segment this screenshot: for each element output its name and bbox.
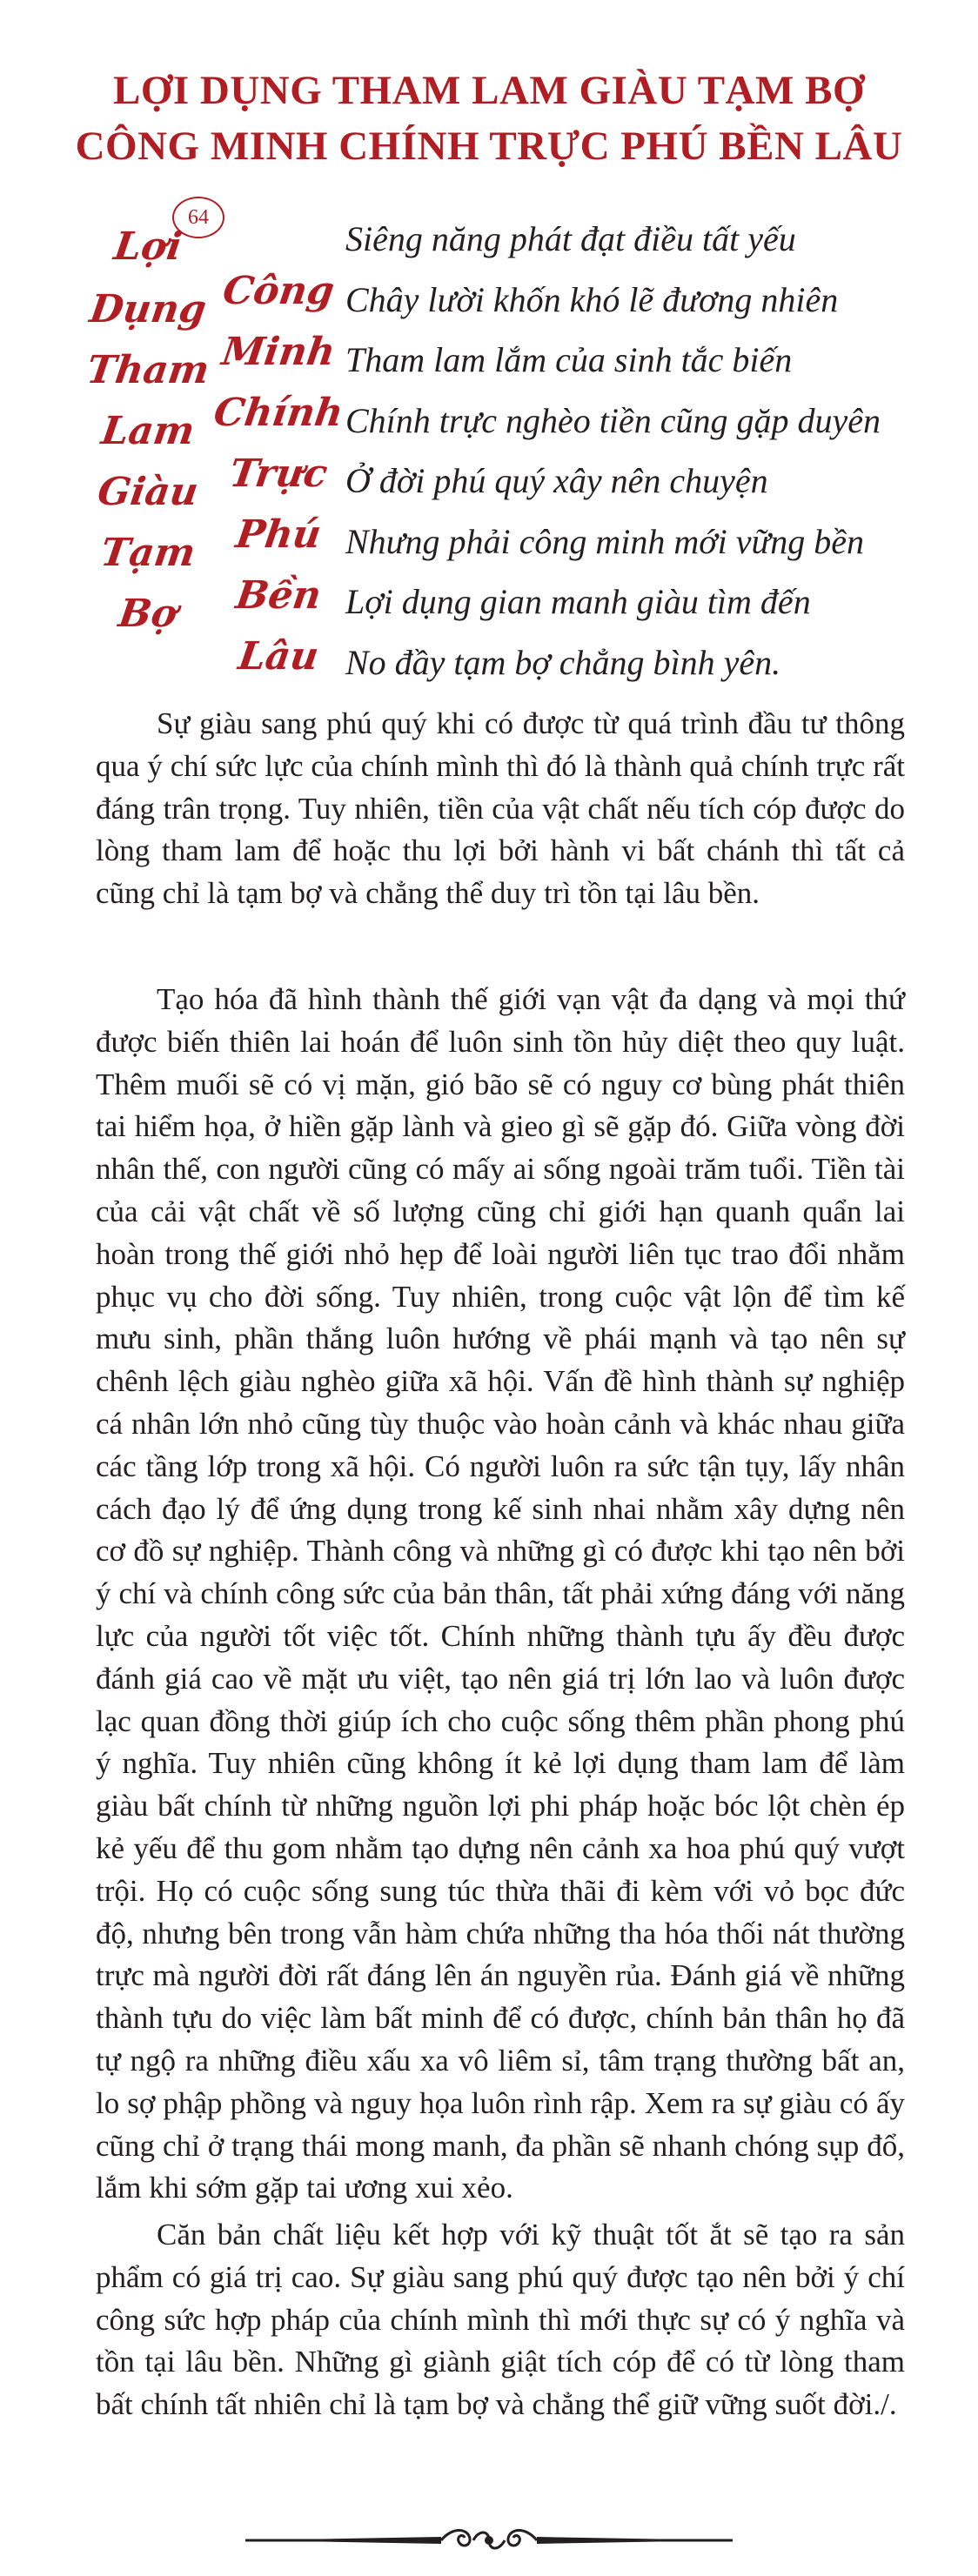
title-line-2: CÔNG MINH CHÍNH TRỰC PHÚ BỀN LÂU xyxy=(75,124,903,169)
poem xyxy=(345,209,881,693)
poem-line: Ở đời phú quý xây nên chuyện xyxy=(345,461,768,500)
poem-line: Chính trực nghèo tiền cũng gặp duyên xyxy=(345,400,881,440)
poem-line: Tham lam lắm của sinh tắc biến xyxy=(345,340,793,379)
calligraphy-col2-word: Phú xyxy=(232,512,325,557)
calligraphy-col2-word: Công xyxy=(219,269,338,313)
page-title xyxy=(0,63,978,174)
poem-line: No đầy tạm bợ chẳng bình yên. xyxy=(345,642,781,682)
calligraphy-col2-word: Chính xyxy=(211,391,346,435)
page-number-badge: 64 xyxy=(172,197,224,238)
paragraph-1: Sự giàu sang phú quý khi có được từ quá trình đầu tư thông qua ý chí sức lực của chính mình thì đó là thành quả chính trực rất đáng trân trọng. Tuy nhiên, tiền của vật chất nếu tích cóp được do lòng tham lam để hoặc thu lợi bởi hành vi bất chánh thì tất cả cũng chỉ là tạm bợ và chẳng thể duy trì tồn tại lâu bền. xyxy=(96,706,905,911)
calligraphy-col1-word: Lợi xyxy=(111,224,185,269)
poem-line: Lợi dụng gian manh giàu tìm đến xyxy=(345,582,811,621)
calligraphy-col2-word: Trực xyxy=(226,452,331,496)
title-line-1: LỢI DỤNG THAM LAM GIÀU TẠM BỢ xyxy=(112,68,866,113)
calligraphy-col2-word: Bền xyxy=(232,573,325,618)
calligraphy-col1-word: Lam xyxy=(98,409,198,453)
poem-line: Siêng năng phát đạt điều tất yếu xyxy=(345,219,796,258)
calligraphy-col1-word: Tạm xyxy=(97,531,198,575)
calligraphy-col2-word: Lâu xyxy=(235,634,322,679)
calligraphy-col1-word: Giàu xyxy=(95,470,202,514)
calligraphy-col1-word: Bợ xyxy=(116,592,180,636)
poem-line: Chây lười khốn khó lẽ đương nhiên xyxy=(345,279,839,319)
calligraphy-col1-word: Dụng xyxy=(87,287,210,331)
paragraph-3: Căn bản chất liệu kết hợp với kỹ thuật tốt ắt sẽ tạo ra sản phẩm có giá trị cao. Sự giàu sang phú quý được tạo nên bởi ý chí công sức hợp pháp của chính mình thì mới thực sự có ý nghĩa và tồn tại lâu bền. Những gì giành giật tích cóp để có từ lòng tham bất chính tất nhiên chỉ là tạm bợ và chẳng thể giữ vững suốt đời./. xyxy=(96,2218,905,2422)
poem-line: Nhưng phải công minh mới vững bền xyxy=(345,521,865,561)
calligraphy-col1-word: Tham xyxy=(84,348,212,392)
paragraph-2: Tạo hóa đã hình thành thế giới vạn vật đa dạng và mọi thứ được biến thiên lai hoán để luôn sinh tồn hủy diệt theo quy luật. Thêm muối sẽ có vị mặn, gió bão sẽ có nguy cơ bùng phát thiên tai hiểm họa, ở hiền gặp lành và gieo gì sẽ gặp đó. Giữa vòng đời nhân thế, con người cũng có mấy ai sống ngoài trăm tuổi. Tiền tài của cải vật chất về số lượng cũng chỉ giới hạn quanh quẩn lai hoàn trong thế giới nhỏ hẹp để loài người liên tục trao đổi nhằm phục vụ cho đời sống. Tuy nhiên, trong cuộc vật lộn để tìm kế mưu sinh, phần thắng luôn hướng về phái mạnh và tạo nên sự chênh lệch giàu nghèo giữa xã hội. Vấn đề hình thành sự nghiệp cá nhân lớn nhỏ cũng tùy thuộc vào hoàn cảnh và khác nhau giữa các tầng lớp trong xã hội. Có người luôn ra sức tận tụy, lấy nhân cách đạo lý để ứng dụng trong kế sinh nhai nhằm xây dựng nên cơ đồ sự nghiệp. Thành công và những gì có được khi tạo nên bởi ý chí và chính công sức của bản thân, tất phải xứng đáng với năng lực của người tốt việc tốt. Chính những thành tựu ấy đều được đánh giá cao về mặt ưu việt, tạo nên giá trị lớn lao và luôn được lạc quan đồng thời giúp ích cho cuộc sống thêm phần phong phú ý nghĩa. Tuy nhiên cũng không ít kẻ lợi dụng tham lam để làm giàu bất chính từ những nguồn lợi phi pháp hoặc bóc lột chèn ép kẻ yếu để thu gom nhằm tạo dựng nên cảnh xa hoa phú quý vượt trội. Họ có cuộc sống sung túc thừa thãi đi kèm với vỏ bọc đức độ, nhưng bên trong vẫn hàm chứa những tha hóa thối nát thường trực mà người đời rất đáng lên án nguyền rủa. Đánh giá về những thành tựu do việc làm bất minh để có được, chính bản thân họ đã tự ngộ ra những điều xấu xa vô liêm sỉ, tâm trạng thường bất an, lo sợ phập phồng và nguy họa luôn rình rập. Xem ra sự giàu có ấy cũng chỉ ở trạng thái mong manh, đa phần sẽ nhanh chóng sụp đổ, lắm khi sớm gặp tai ương xui xẻo. xyxy=(96,982,905,2205)
calligraphy-col2-word: Minh xyxy=(218,330,338,374)
ornament-divider-icon xyxy=(245,2523,733,2558)
